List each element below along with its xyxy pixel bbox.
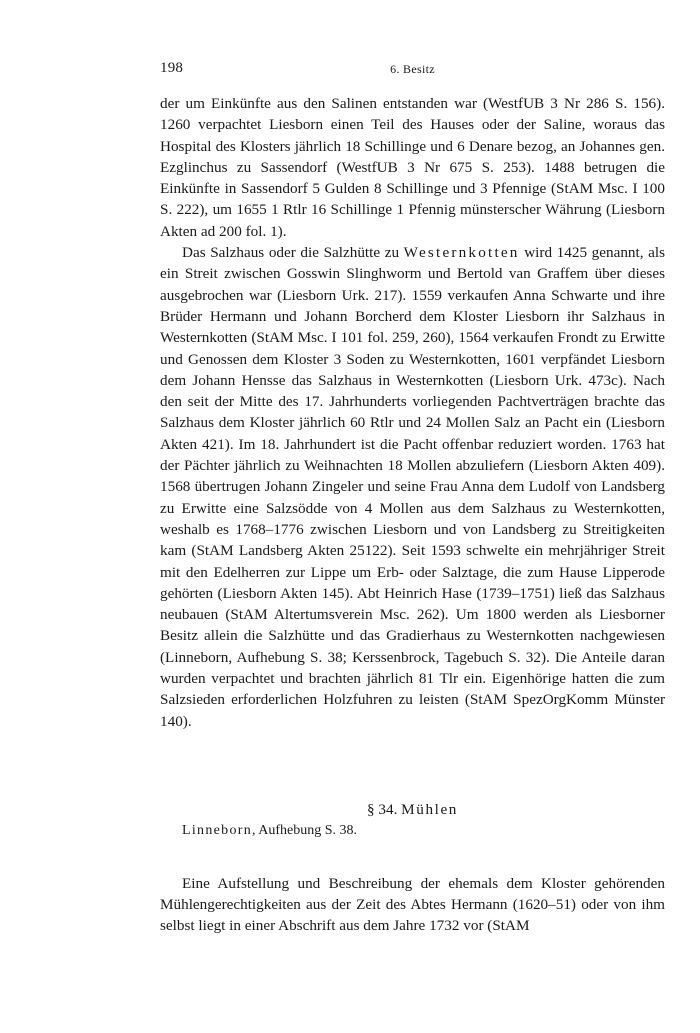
reference-work: , Aufhebung S. 38. <box>252 823 358 839</box>
section-title: Mühlen <box>401 800 459 818</box>
section-number: § 34. <box>366 800 398 818</box>
paragraph-westernkotten <box>160 242 665 732</box>
section-heading <box>160 799 665 820</box>
running-head: 6. Besitz <box>390 62 435 76</box>
paragraph-muehlen: Eine Aufstellung und Beschreibung der ehemals dem Kloster gehörenden Mühlengerechtigkeiten aus der Zeit des Abtes Hermann (1620–51) oder von ihm selbst liegt in einer Abschrift aus dem Jahre 1732 vor (StAM <box>160 874 665 935</box>
reference-author: Linneborn <box>182 823 253 839</box>
paragraph-westernkotten-lead: Das Salzhaus oder die Salzhütte zu <box>182 244 404 262</box>
page-number: 198 <box>160 60 184 76</box>
paragraph-salinen: der um Einkünfte aus den Salinen entstanden war (WestfUB 3 Nr 286 S. 156). 1260 verpachtet Liesborn einen Teil des Hauses oder der Saline, woraus das Hospital des Klosters jährlich 18 Schillinge und 6 Denare bezog, an Johannes gen. Ezglinchus zu Sassendorf (WestfUB 3 Nr 675 S. 253). 1488 betrugen die Einkünfte in Sassendorf 5 Gulden 8 Schillinge und 3 Pfennige (StAM Msc. I 100 S. 222), um 1655 1 Rtlr 16 Schillinge 1 Pfennig münsterscher Währung (Liesborn Akten ad 200 fol. 1). <box>160 95 665 240</box>
body-text <box>160 93 665 936</box>
paragraph-westernkotten-body: wird 1425 genannt, als ein Streit zwischen Gosswin Slinghworm und Bertold van Graffem über dieses ausgebrochen war (Liesborn Urk. 217). 1559 verkaufen Anna Schwarte und ihre Brüder Hermann und Johann Borcherd dem Kloster Liesborn ihr Salzhaus in Westernkotten (StAM Msc. I 101 fol. 259, 260), 1564 verkaufen Frondt zu Erwitte und Genossen dem Kloster 3 Soden zu Westernkotten, 1601 verpfändet Liesborn dem Johann Hensse das Salzhaus in Westernkotten (Liesborn Urk. 473c). Nach den seit der Mitte des 17. Jahrhunderts vorliegenden Pachtverträgen brachte das Salzhaus dem Kloster jährlich 60 Rtlr und 24 Mollen Salz an Pacht ein (Liesborn Akten 421). Im 18. Jahrhundert ist die Pacht offenbar reduziert worden. 1763 hat der Pächter jährlich zu Weihnachten 18 Mollen abzuliefern (Liesborn Akten 409). 1568 übertrugen Johann Zingeler und seine Frau Anna dem Ludolf von Landsberg zu Erwitte eine Salzsödde von 4 Mollen aus dem Salzhaus zu Westernkotten, weshalb es 1768–1776 zwischen Liesborn und von Landsberg zu Streitigkeiten kam (StAM Landsberg Akten 25122). Seit 1593 schwelte ein mehrjähriger Streit mit den Edelherren zur Lippe um Erb- oder Salztage, die zum Hause Lipperode gehörten (Liesborn Akten 145). Abt Heinrich Hase (1739–1751) ließ das Salzhaus neubauen (StAM Altertumsverein Msc. 262). Um 1800 werden als Liesborner Besitz allein die Salzhütte und das Gradierhaus zu Westernkotten nachgewiesen (Linneborn, Aufhebung S. 38; Kerssenbrock, Tagebuch S. 32). Die Anteile daran wurden verpachtet und brachten jährlich 81 Tlr ein. Eigenhörige hatten die zum Salzsieden erforderlichen Holzfuhren zu leisten (StAM SpezOrgKomm Münster 140). <box>160 244 665 730</box>
page-header <box>160 60 665 80</box>
section-reference <box>160 820 665 841</box>
place-name-westernkotten: Westernkotten <box>403 244 520 262</box>
